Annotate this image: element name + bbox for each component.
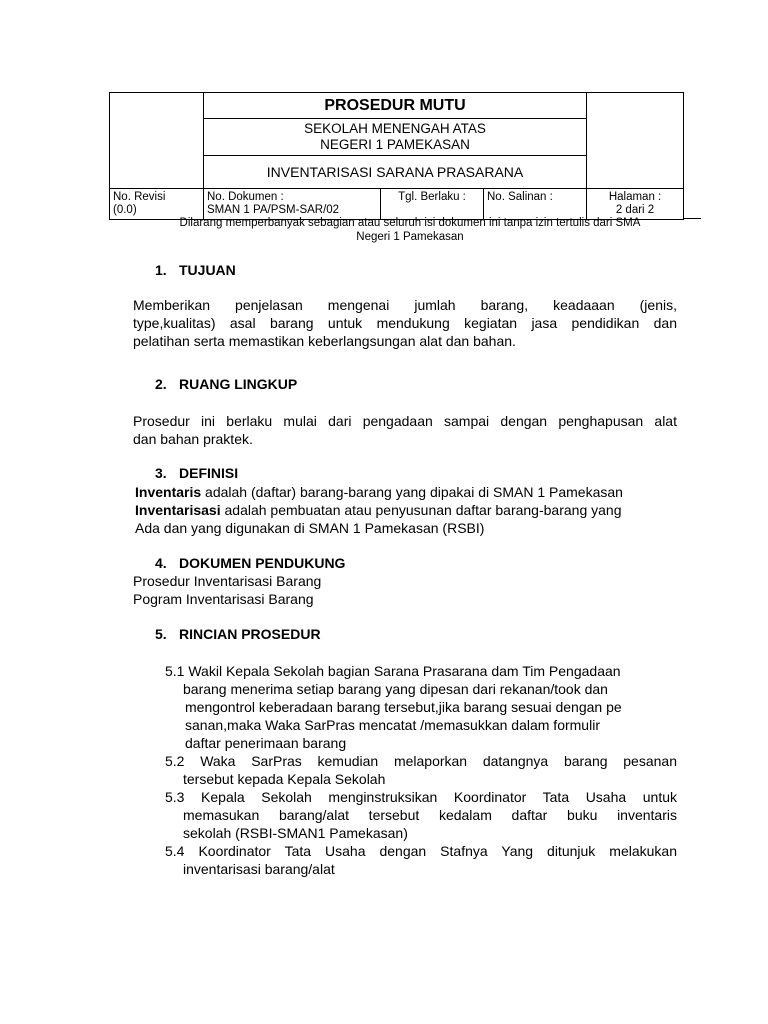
- section-heading-rincian-prosedur: [155, 626, 321, 642]
- school-line-2: NEGERI 1 PAMEKASAN: [320, 137, 470, 152]
- section-title: RINCIAN PROSEDUR: [179, 626, 321, 642]
- document-title: PROSEDUR MUTU: [204, 93, 587, 119]
- section-number: 2.: [155, 376, 167, 392]
- salinan-cell: [484, 189, 587, 220]
- step-line: sanan,maka Waka SarPras mencatat /memasukkan dalam formulir: [185, 717, 600, 733]
- text-line: pelatihan serta memastikan keberlangsungan alat dan bahan.: [133, 333, 516, 349]
- term-inventarisasi: Inventarisasi: [135, 502, 221, 518]
- section-title: TUJUAN: [179, 262, 236, 278]
- definition-text: adalah pembuatan atau penyusunan daftar barang-barang yang: [220, 502, 622, 518]
- section-title: DEFINISI: [179, 465, 239, 481]
- logo-cell: [110, 93, 204, 189]
- school-name: [204, 119, 587, 156]
- rincian-prosedur-steps: [165, 662, 677, 878]
- text-line: type,kualitas) asal barang untuk mendukung kegiatan jasa pendidikan dan: [133, 315, 677, 331]
- definisi-paragraph: [135, 483, 679, 537]
- section-number: 4.: [155, 555, 167, 571]
- text-line: Memberikan penjelasan mengenai jumlah barang, keadaaan (jenis,: [133, 297, 677, 313]
- section-title: DOKUMEN PENDUKUNG: [179, 555, 346, 571]
- text-line: Prosedur ini berlaku mulai dari pengadaan sampai dengan penghapusan alat: [133, 413, 677, 429]
- step-5-2: 5.2 Waka SarPras kemudian melaporkan datangnya barang pesanan: [165, 753, 677, 769]
- list-item: Prosedur Inventarisasi Barang: [133, 573, 322, 589]
- section-title: RUANG LINGKUP: [179, 376, 298, 392]
- halaman-cell: [587, 189, 684, 220]
- right-blank-cell: [587, 93, 684, 189]
- step-line: mengontrol keberadaan barang tersebut,jika barang sesuai dengan pe: [185, 699, 622, 715]
- step-line: daftar penerimaan barang: [185, 735, 347, 751]
- berlaku-label: Tgl. Berlaku :: [398, 191, 466, 203]
- section-number: 3.: [155, 465, 167, 481]
- revisi-value: (0.0): [113, 204, 137, 216]
- term-inventaris: Inventaris: [135, 484, 202, 500]
- step-5-3: 5.3 Kepala Sekolah menginstruksikan Koordinator Tata Usaha untuk: [165, 789, 677, 805]
- notice-line-1: Dilarang memperbanyak sebagian atau seluruh isi dokumen ini tanpa izin tertulis dari SMA: [179, 217, 641, 229]
- definition-text: adalah (daftar) barang-barang yang dipakai di SMAN 1 Pamekasan: [201, 484, 623, 500]
- definition-inventaris: [135, 483, 679, 501]
- section-number: 1.: [155, 262, 167, 278]
- document-subject: INVENTARISASI SARANA PRASARANA: [204, 156, 587, 189]
- step-line: sekolah (RSBI-SMAN1 Pamekasan): [183, 825, 408, 841]
- dokumen-value: SMAN 1 PA/PSM-SAR/02: [207, 204, 340, 216]
- school-line-1: SEKOLAH MENENGAH ATAS: [304, 121, 486, 136]
- revisi-label: No. Revisi: [113, 191, 166, 203]
- copyright-notice: [120, 216, 700, 244]
- section-heading-dokumen-pendukung: [155, 555, 345, 571]
- step-5-1: 5.1 Wakil Kepala Sekolah bagian Sarana Prasarana dam Tim Pengadaan: [165, 663, 621, 679]
- tujuan-paragraph: [133, 296, 677, 350]
- berlaku-cell: [381, 189, 484, 220]
- section-heading-tujuan: [155, 262, 236, 278]
- salinan-label: No. Salinan :: [487, 191, 553, 203]
- step-line: inventarisasi barang/alat: [183, 861, 335, 877]
- step-line: barang menerima setiap barang yang dipesan dari rekanan/took dan: [183, 681, 608, 697]
- document-header-table: [109, 92, 684, 220]
- dokumen-cell: [204, 189, 381, 220]
- dokumen-pendukung-list: [133, 572, 677, 608]
- section-number: 5.: [155, 626, 167, 642]
- dokumen-label: No. Dokumen :: [207, 191, 284, 203]
- step-5-4: 5.4 Koordinator Tata Usaha dengan Stafnya Yang ditunjuk melakukan: [165, 843, 677, 859]
- section-heading-definisi: [155, 465, 238, 481]
- notice-line-2: Negeri 1 Pamekasan: [356, 231, 464, 243]
- step-line: tersebut kepada Kepala Sekolah: [183, 771, 386, 787]
- step-line: memasukan barang/alat tersebut kedalam daftar buku inventaris: [183, 807, 677, 823]
- section-heading-ruang-lingkup: [155, 376, 297, 392]
- definition-inventarisasi: [135, 501, 679, 519]
- text-line: Ada dan yang digunakan di SMAN 1 Pamekasan (RSBI): [135, 520, 485, 536]
- text-line: dan bahan praktek.: [133, 431, 253, 447]
- ruang-lingkup-paragraph: [133, 412, 677, 448]
- halaman-value: 2 dari 2: [615, 204, 655, 216]
- revisi-cell: [110, 189, 204, 220]
- list-item: Pogram Inventarisasi Barang: [133, 591, 314, 607]
- halaman-label: Halaman :: [608, 191, 662, 203]
